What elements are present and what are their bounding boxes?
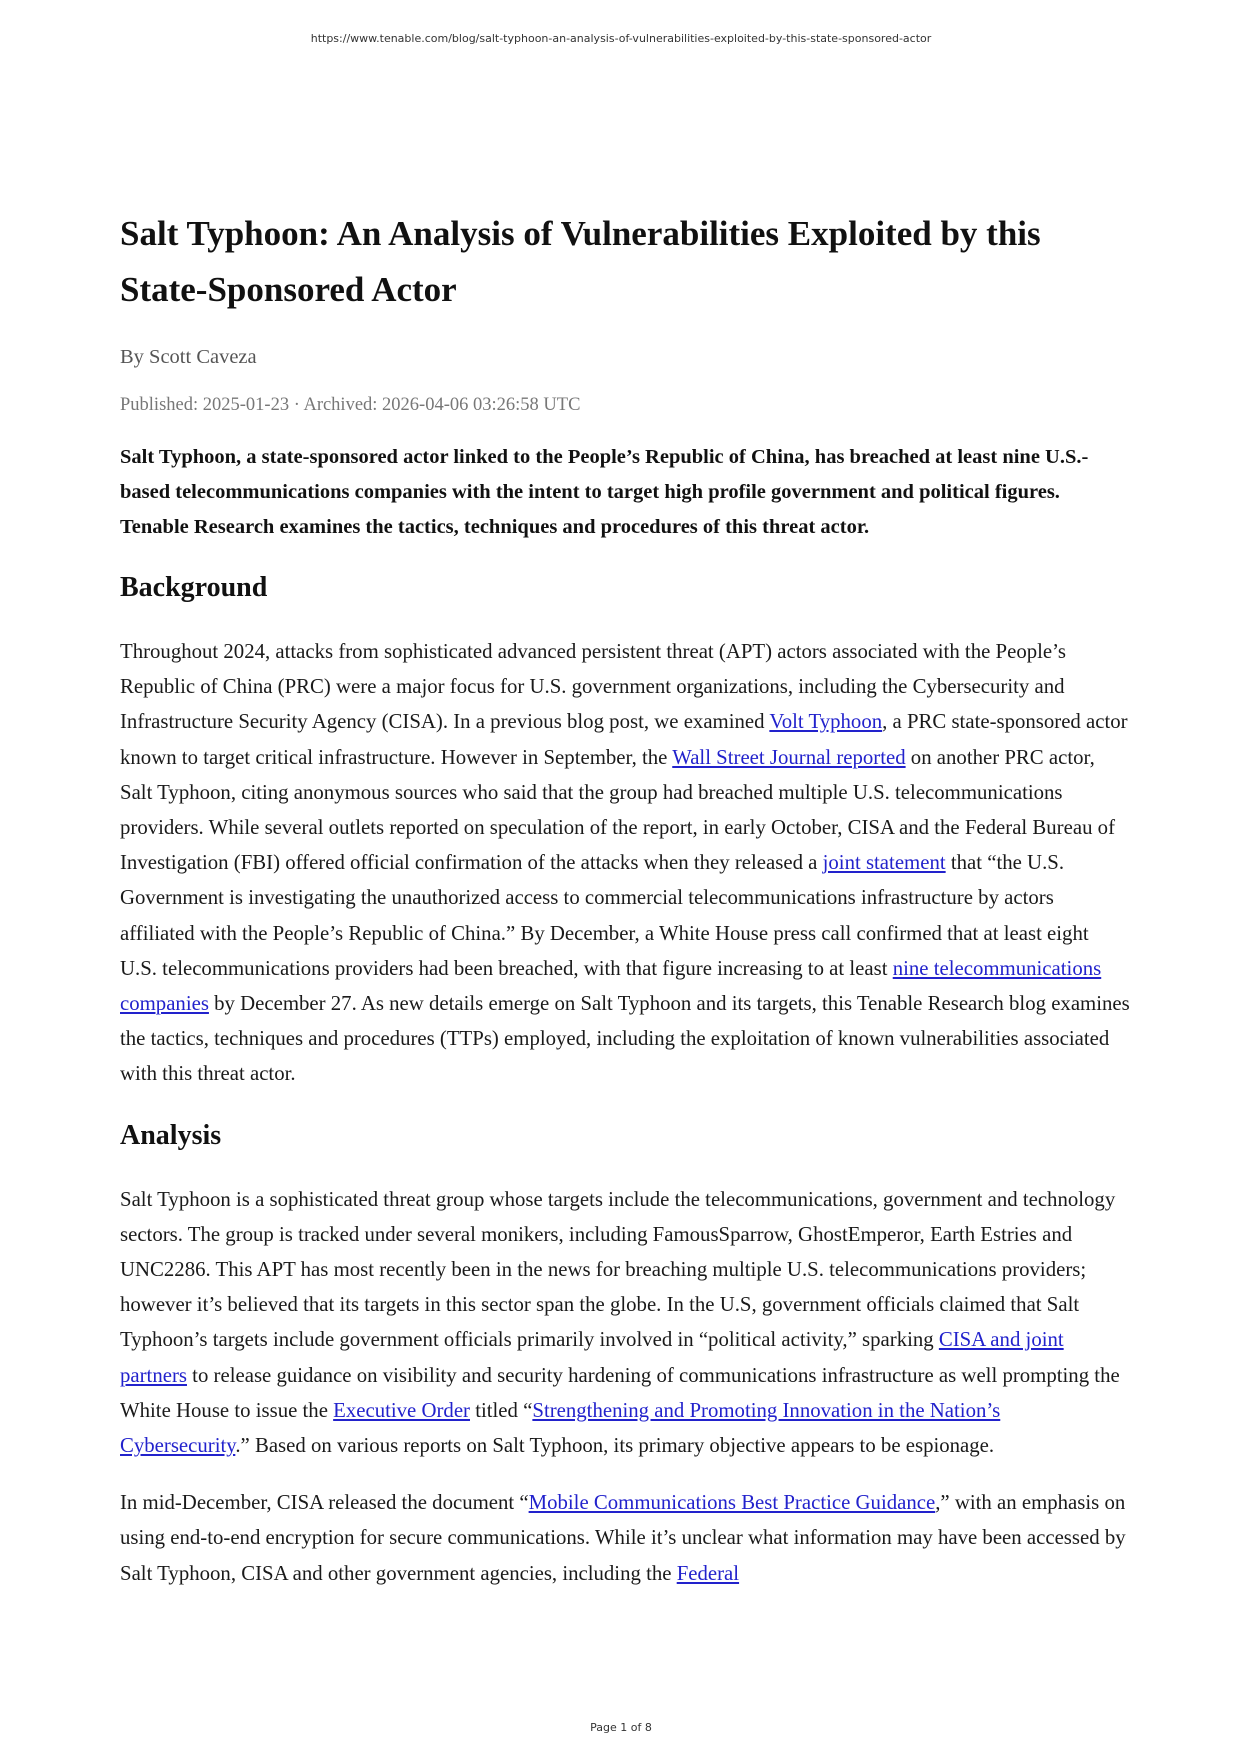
- article: [120, 206, 1130, 1591]
- link-federal[interactable]: Federal: [676, 1561, 740, 1585]
- background-paragraph: Throughout 2024, attacks from sophisticated advanced persistent threat (APT) actors associated with the People’s Republic of China (PRC) were a major focus for U.S. government organizations, including the Cybersecurity and Infrastructure Security Agency (CISA). In a previous blog post, we examined Volt Typhoon, a PRC state-sponsored actor known to target critical infrastructure. However in September, the Wall Street Journal reported on another PRC actor, Salt Typhoon, citing anonymous sources who said that the group had breached multiple U.S. telecommunications providers. While several outlets reported on speculation of the report, in early October, CISA and the Federal Bureau of Investigation (FBI) offered official confirmation of the attacks when they released a joint statement that “the U.S. Government is investigating the unauthorized access to commercial telecommunications infrastructure by actors affiliated with the People’s Republic of China.” By December, a White House press call confirmed that at least eight U.S. telecommunications providers had been breached, with that figure increasing to at least nine telecommunications companies by December 27. As new details emerge on Salt Typhoon and its targets, this Tenable Research blog examines the tactics, techniques and procedures (TTPs) employed, including the exploitation of known vulnerabilities associated with this threat actor.: [120, 640, 1130, 1086]
- analysis-paragraph-2: In mid-December, CISA released the document “Mobile Communications Best Practice Guidance,” with an emphasis on using end-to-end encryption for secure communications. While it’s unclear what information may have been accessed by Salt Typhoon, CISA and other government agencies, including the Federal: [120, 1491, 1126, 1585]
- section-heading-analysis: Analysis: [120, 1119, 222, 1151]
- link-executive-order[interactable]: Executive Order: [333, 1398, 470, 1422]
- link-volt-typhoon[interactable]: Volt Typhoon: [769, 710, 883, 734]
- publish-meta: Published: 2025-01-23 · Archived: 2026-04-06 03:26:58 UTC: [120, 395, 581, 415]
- link-mobile-comms-guidance[interactable]: Mobile Communications Best Practice Guidance: [528, 1491, 936, 1515]
- article-title: Salt Typhoon: An Analysis of Vulnerabilities Exploited by this State-Sponsored Actor: [120, 214, 1041, 309]
- page-number: Page 1 of 8: [590, 1721, 652, 1734]
- link-strengthening-cybersecurity[interactable]: Strengthening and Promoting Innovation in the Nation’s Cybersecurity: [120, 1398, 1001, 1458]
- link-wsj-reported[interactable]: Wall Street Journal reported: [672, 745, 906, 769]
- article-lede: Salt Typhoon, a state-sponsored actor linked to the People’s Republic of China, has breached at least nine U.S.-based telecommunications companies with the intent to target high profile government and political figures. Tenable Research examines the tactics, techniques and procedures of this threat actor.: [120, 446, 1089, 538]
- link-joint-statement[interactable]: joint statement: [822, 851, 946, 875]
- analysis-paragraph-1: Salt Typhoon is a sophisticated threat group whose targets include the telecommunications, government and technology sectors. The group is tracked under several monikers, including FamousSparrow, GhostEmperor, Earth Estries and UNC2286. This APT has most recently been in the news for breaching multiple U.S. telecommunications providers; however it’s believed that its targets in this sector span the globe. In the U.S, government officials claimed that Salt Typhoon’s targets include government officials primarily involved in “political activity,” sparking CISA and joint partners to release guidance on visibility and security hardening of communications infrastructure as well prompting the White House to issue the Executive Order titled “Strengthening and Promoting Innovation in the Nation’s Cybersecurity.” Based on various reports on Salt Typhoon, its primary objective appears to be espionage.: [120, 1187, 1120, 1458]
- link-nine-telecom-companies[interactable]: nine telecommunications companies: [120, 956, 1102, 1016]
- page-url: https://www.tenable.com/blog/salt-typhoon-an-analysis-of-vulnerabilities-exploited-by-this-state-sponsored-actor: [310, 32, 932, 45]
- link-cisa-joint-partners[interactable]: CISA and joint partners: [120, 1328, 1064, 1387]
- byline: By Scott Caveza: [120, 346, 257, 368]
- section-heading-background: Background: [120, 572, 268, 603]
